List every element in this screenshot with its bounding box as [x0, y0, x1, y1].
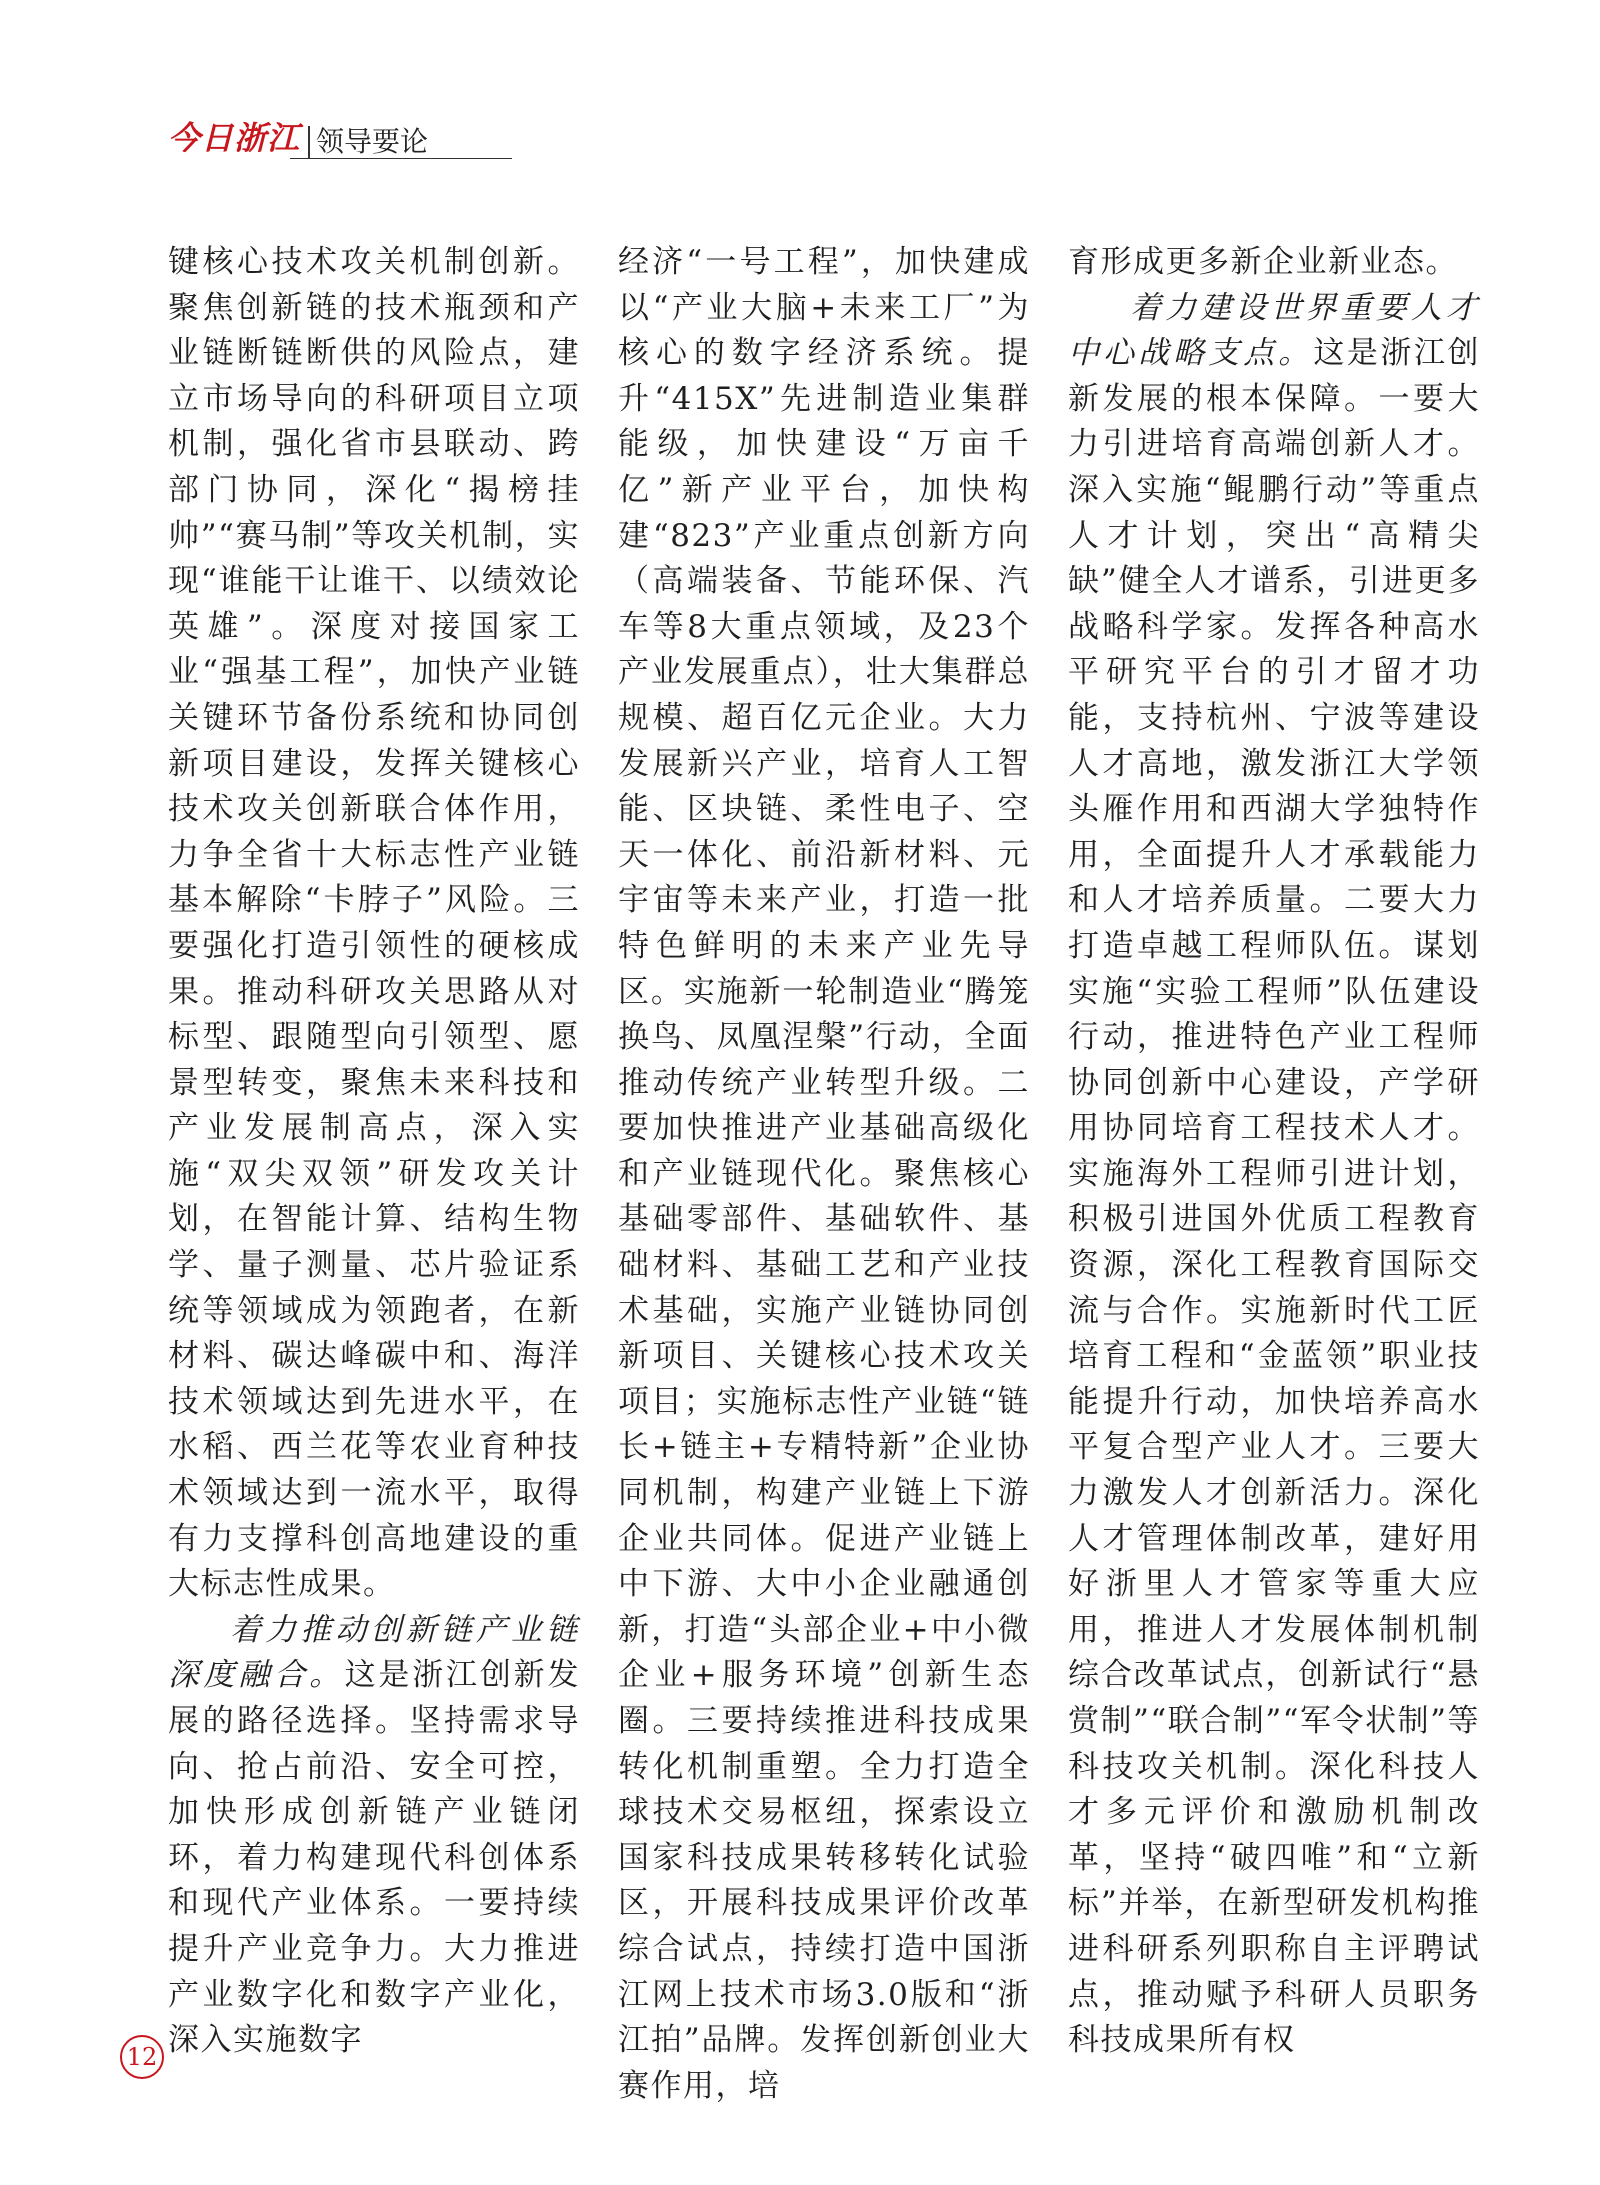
header-divider	[290, 158, 512, 159]
paragraph	[168, 1608, 580, 2064]
page-number: 12	[120, 2035, 164, 2079]
article-column-3	[1068, 240, 1481, 2059]
page-header	[168, 118, 428, 158]
article-column-2	[618, 240, 1030, 2104]
paragraph-body: 这是浙江创新发展的路径选择。坚持需求导向、抢占前沿、安全可控，加快形成创新链产业链闭环，着力构建现代科创体系和现代产业体系。一要持续提升产业竞争力。大力推进产业数字化和数字产业化，深入实施数字	[168, 1657, 581, 2059]
paragraph-heading: 着力推动创新链产业链深度融合。	[168, 1611, 580, 1694]
paragraph: 经济“一号工程”，加快建成以“产业大脑+未来工厂”为核心的数字经济系统。提升“415X”先进制造业集群能级，加快建设“万亩千亿”新产业平台，加快构建“823”产业重点创新方向（高端装备、节能环保、汽车等8大重点领域，及23个产业发展重点），壮大集群总规模、超百亿元企业。大力发展新兴产业，培育人工智能、区块链、柔性电子、空天一体化、前沿新材料、元宇宙等未来产业，打造一批特色鲜明的未来产业先导区。实施新一轮制造业“腾笼换鸟、凤凰涅槃”行动，全面推动传统产业转型升级。二要加快推进产业基础高级化和产业链现代化。聚焦核心基础零部件、基础软件、基础材料、基础工艺和产业技术基础，实施产业链协同创新项目、关键核心技术攻关项目；实施标志性产业链“链长+链主+专精特新”企业协同机制，构建产业链上下游企业共同体。促进产业链上中下游、大中小企业融通创新，打造“头部企业+中小微企业+服务环境”创新生态圈。三要持续推进科技成果转化机制重塑。全力打造全球技术交易枢纽，探索设立国家科技成果转移转化试验区，开展科技成果评价改革综合试点，持续打造中国浙江网上技术市场3.0版和“浙江拍”品牌。发挥创新创业大赛作用，培	[618, 244, 1030, 2104]
paragraph	[1068, 286, 1480, 2064]
paragraph: 键核心技术攻关机制创新。聚焦创新链的技术瓶颈和产业链断链断供的风险点，建立市场导向的科研项目立项机制，强化省市县联动、跨部门协同，深化“揭榜挂帅”“赛马制”等攻关机制，实现“谁能干让谁干、以绩效论英雄”。深度对接国家工业“强基工程”，加快产业链关键环节备份系统和协同创新项目建设，发挥关键核心技术攻关创新联合体作用，力争全省十大标志性产业链基本解除“卡脖子”风险。三要强化打造引领性的硬核成果。推动科研攻关思路从对标型、跟随型向引领型、愿景型转变，聚焦未来科技和产业发展制高点，深入实施“双尖双领”研发攻关计划，在智能计算、结构生物学、量子测量、芯片验证系统等领域成为领跑者，在新材料、碳达峰碳中和、海洋技术领域达到先进水平，在水稻、西兰花等农业育种技术领域达到一流水平，取得有力支撑科创高地建设的重大标志性成果。	[168, 244, 580, 1603]
paragraph-heading: 着力建设世界重要人才中心战略支点。	[1068, 289, 1480, 372]
magazine-logo: 今日浙江	[168, 119, 301, 157]
paragraph-body: 这是浙江创新发展的根本保障。一要大力引进培育高端创新人才。深入实施“鲲鹏行动”等重点人才计划，突出“高精尖缺”健全人才谱系，引进更多战略科学家。发挥各种高水平研究平台的引才留才功能，支持杭州、宁波等建设人才高地，激发浙江大学领头雁作用和西湖大学独特作用，全面提升人才承载能力和人才培养质量。二要大力打造卓越工程师队伍。谋划实施“实验工程师”队伍建设行动，推进特色产业工程师协同创新中心建设，产学研用协同培育工程技术人才。实施海外工程师引进计划，积极引进国外优质工程教育资源，深化工程教育国际交流与合作。实施新时代工匠培育工程和“金蓝领”职业技能提升行动，加快培养高水平复合型产业人才。三要大力激发人才创新活力。深化人才管理体制改革，建好用好浙里人才管家等重大应用，推进人才发展体制机制综合改革试点，创新试行“悬赏制”“联合制”“军令状制”等科技攻关机制。深化科技人才多元评价和激励机制改革，坚持“破四唯”和“立新标”并举，在新型研发机构推进科研系列职称自主评聘试点，推动赋予科研人员职务科技成果所有权	[1068, 335, 1481, 2059]
paragraph: 育形成更多新企业新业态。	[1068, 244, 1458, 280]
section-title: 领导要论	[308, 126, 428, 158]
article-column-1	[168, 240, 581, 2059]
